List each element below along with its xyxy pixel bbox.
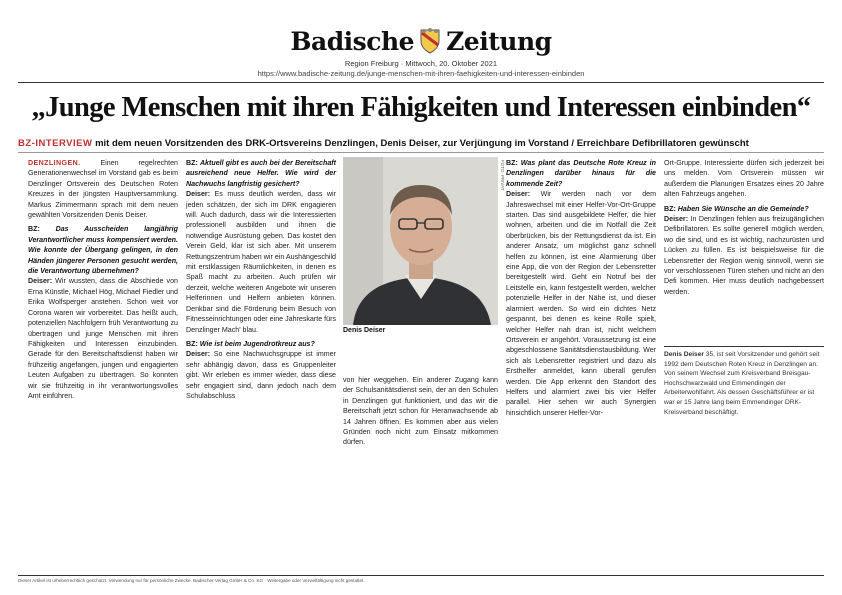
portrait-photo [343, 157, 498, 325]
masthead-name-left: Badische [290, 26, 415, 56]
question: BZ: Was plant das Deutsche Rote Kreuz in Denzlingen darüber hinaus für die kommende Zeit? [506, 159, 656, 188]
footer-notice: Dieser Artikel ist urheberrechtlich geschützt. Verwendung nur für persönliche Zwecke. Badischer Verlag GmbH & Co. KG · Weitergabe oder Vervielfältigung nicht gestattet. [18, 578, 365, 583]
footer-rule [18, 575, 824, 576]
dateline: DENZLINGEN. [28, 159, 81, 167]
masthead-name-right: Zeitung [446, 26, 552, 56]
column-3 [343, 375, 498, 448]
portrait-image [343, 157, 498, 325]
answer: Deiser: So eine Nachwuchsgruppe ist immer sehr abhängig davon, dass es Gruppenleiter gibt. Wir erleben es immer wieder, dass diese sehr engagiert sind, dann jedoch nach dem Schulabschluss [186, 350, 336, 400]
bio-name: Denis Deiser [664, 351, 704, 358]
answer-text: In Denzlingen fehlen aus freizugänglichen Defibrillatoren. Es sollte generell möglich werden, wo die sind, und es ist wichtig, nachzurüsten und Lücken zu füllen. Es ist beispielsweise für die Lebensretter der Region wenig sinnvoll, wenn sie vor verschlossenen Türen stehen und nicht an den Defi kommen. Hier muss deutlich nachgebessert werden. [664, 215, 824, 296]
answer-text: Wir wussten, dass die Abschiede von Erna Künstle, Michael Hög, Michael Fiedler und Erika Wolfsperger anstehen. Schon weit vor Corona waren wir vorbereitet. Das heißt auch, potenziellen Nachfolgern früh Verantwortung zu übertragen und junge Menschen mit ihren Fähigkeiten und Interessen einzubinden. Gerade für den Bereitschaftsdienst haben wir frühzeitig angefangen, jungen und engagierten Leuten Aufgaben zu übertragen. So konnten wir sie frühzeitig in ihr verantwortungsvolles Amt einführen. [28, 277, 178, 400]
answer-text: So eine Nachwuchsgruppe ist immer sehr abhängig davon, dass es Gruppenleiter gibt. Wir erleben es immer wieder, dass diese sehr engagiert sind, dann jedoch nach dem Schulabschluss [186, 350, 336, 400]
column-5 [664, 158, 824, 297]
question: BZ: Aktuell gibt es auch bei der Bereitschaft ausreichend neue Helfer. Wie wird der Nachwuchs langfristig gesichert? [186, 159, 336, 188]
answer-text: Es muss deutlich werden, dass wir jeden schätzen, der sich im DRK engagieren will. Auch dadurch, dass wir die Interessierten professionell ausbilden und ihnen die notwendige Ausrüstung geben. Das kostet den Verein Geld, klar ist sich aber. Mit unserem Rettungszentrum haben wir ein Aushängeschild mit erstklassigen Räumlichkeiten, in denen es Spaß macht zu arbeiten. Auch prüfen wir derzeit, welche weiteren Angebote wir unseren Helferinnen und Helfern anbieten können. Denkbar sind die Förderung beim Besuch von Fitnesseinrichtungen oder eine Jahreskarte fürs Denzlinger Mach' blau. [186, 190, 336, 334]
answer: Deiser: Wir wussten, dass die Abschiede von Erna Künstle, Michael Hög, Michael Fiedler und Erika Wolfsperger anstehen. Schon weit vor Corona waren wir vorbereitet. Das heißt auch, potenziellen Nachfolgern früh Verantwortung zu übertragen und junge Menschen mit ihren Fähigkeiten und Interessen einzubinden. Gerade für den Bereitschaftsdienst haben wir frühzeitig angefangen, jungen und engagierten Leuten Aufgaben zu übertragen. So konnten wir sie frühzeitig in ihr verantwortungsvolles Amt einführen. [28, 277, 178, 400]
intro-paragraph [28, 158, 178, 220]
question: BZ: Wie ist beim Jugendrotkreuz aus? [186, 339, 315, 348]
answer-text: Wir werden nach vor dem Jahreswechsel mit einer Helfer-Vor-Ort-Gruppe starten. Das sind ausgebildete Helfer, die hier wohnen, arbeiten und die im Notfall die Zeit überbrücken, bis der Rettungsdienst da ist. Ein anderer Ansatz, um möglichst ganz schnell helfen zu können, ist eine Alarmierung über eine App, die von der Region der Lebensretter bereitgestellt wird. Geht ein Notruf bei der Leitstelle ein, kann festgestellt werden, welcher potenzielle Helfer in der Nähe ist, und dieser alarmiert werden. So wird ein dichtes Netz gespannt, bei denen es keine Rolle spielt, welcher Helfer nah dran ist, nicht welchem Ortsverein er angehört. Voraussetzung ist eine abgeschlossene Sanitätsdienstausbildung. Wer sich als Lebensretter registriert und dazu als Ersthelfer anmeldet, kann überall gerufen werden. Die App erkennt den Standort des Helfers und alarmiert zwei bis vier Helfer parallel. Hier sehen wir auch Synergien hinsichtlich unserer Helfer-Vor- [506, 190, 656, 417]
column-1 [28, 158, 178, 401]
question-text: Was plant das Deutsche Rote Kreuz in Denzlingen darüber hinaus für die kommende Zeit? [506, 159, 656, 188]
crest-icon [418, 28, 442, 54]
question-text: Haben Sie Wünsche an die Gemeinde? [677, 204, 809, 213]
answer-continuation: Ort-Gruppe. Interessierte dürfen sich jederzeit bei uns melden. Vom Ortsverein müssen wir außerdem die Planungen Ersatzes eines 20 Jahre alten Fahrzeugs angehen. [664, 159, 824, 199]
answer-continuation: von hier weggehen. Ein anderer Zugang kann der Schulsanitätsdienst sein, der an den Schulen in Denzlingen gut funktioniert, und das wir die Bereitschaft jetzt schon für Heranwachsende ab 14 Jahren öffnen. Es kommen aber aus vielen Gründen noch nicht zum Einsatz mitkommen dürfen. [343, 376, 498, 447]
question: BZ: Das Ausscheiden langjährig Verantwortlicher muss kompensiert werden. Wie konnte der Übergang gelingen, in den Händen jüngerer Personen gesucht werden, die Verantwortung übernehmen? [28, 225, 178, 276]
bio-text: 35, ist seit Vorsitzender und gehört seit 1992 dem Deutschen Roten Kreuz in Denzlingen an. Von seinem Wechsel zum Kreisverband Breisgau-Hochschwarzwald und Emmendingen der Arbeiterwohlfahrt. Als dessen Geschäftsführer er ist war er 15 Jahre lang beim Emmendinger DRK-Kreisverband beschäftigt. [664, 351, 820, 416]
header-rule [18, 82, 824, 83]
question: BZ: Haben Sie Wünsche an die Gemeinde? [664, 204, 809, 213]
subhead-text: mit dem neuen Vorsitzenden des DRK-Ortsvereins Denzlingen, Denis Deiser, zur Verjüngung im Vorstand / Erreichbare Defibrillatoren gewünscht [95, 138, 749, 149]
answer: Deiser: Wir werden nach vor dem Jahreswechsel mit einer Helfer-Vor-Ort-Gruppe starten. Das sind ausgebildete Helfer, die hier wohnen, arbeiten und die im Notfall die Zeit überbrücken, bis der Rettungsdienst da ist. Ein anderer Ansatz, um möglichst ganz schnell helfen zu können, ist eine Alarmierung über eine App, die von der Region der Lebensretter bereitgestellt wird. Geht ein Notruf bei der Leitstelle ein, kann festgestellt werden, welcher potenzielle Helfer in der Nähe ist, und dieser alarmiert werden. So wird ein dichtes Netz gespannt, bei denen es keine Rolle spielt, welcher Helfer nah dran ist, nicht welchem Ortsverein er angehört. Voraussetzung ist eine abgeschlossene Sanitätsdienstausbildung. Wer sich als Lebensretter registriert und dazu als Ersthelfer anmeldet, kann überall gerufen werden. Die App erkennt den Standort des Helfers und alarmiert zwei bis vier Helfer parallel. Hier sehen wir auch Synergien hinsichtlich unserer Helfer-Vor- [506, 190, 656, 417]
subhead [18, 138, 824, 149]
bio-rule [664, 346, 824, 347]
question-text: Wie ist beim Jugendrotkreuz aus? [199, 339, 315, 348]
question-text: Aktuell gibt es auch bei der Bereitschaft ausreichend neue Helfer. Wie wird der Nachwuchs langfristig gesichert? [186, 159, 336, 188]
article-url[interactable]: https://www.badische-zeitung.de/junge-menschen-mit-ihren-faehigkeiten-und-interessen-einbinden [257, 69, 585, 78]
question-text: Das Ausscheiden langjährig Verantwortlicher muss kompensiert werden. Wie konnte der Übergang gelingen, in den Händen jüngerer Personen gesucht werden, die Verantwortung übernehmen? [28, 225, 178, 276]
masthead [0, 28, 842, 54]
author-bio [664, 350, 824, 417]
subhead-rule [18, 152, 824, 153]
answer: Deiser: Es muss deutlich werden, dass wir jeden schätzen, der sich im DRK engagieren will. Auch dadurch, dass wir die Interessierten professionell ausbilden und ihnen die notwendige Ausrüstung geben. Das kostet den Verein Geld, klar ist sich aber. Mit unserem Rettungszentrum haben wir ein Aushängeschild mit erstklassigen Räumlichkeiten, in denen es Spaß macht zu arbeiten. Auch prüfen wir derzeit, welche weiteren Angebote wir unseren Helferinnen und Helfern anbieten können. Denkbar sind die Förderung beim Besuch von Fitnesseinrichtungen oder eine Jahreskarte fürs Denzlinger Mach' blau. [186, 190, 336, 334]
column-4 [506, 158, 656, 418]
photo-credit: FOTO: PRIVAT [500, 160, 505, 191]
photo-caption: Denis Deiser [343, 327, 386, 334]
intro-text: Einen regelrechten Generationenwechsel im Vorstand gab es beim Denzlinger Ortsverein des Deutschen Roten Kreuzes in der jüngsten Hauptversammlung. Markus Zimmermann sprach mit dem neuen gewählten Vorsitzenden Denis Deiser. [28, 159, 178, 220]
headline: „Junge Menschen mit ihren Fähigkeiten und Interessen einbinden“ [31, 92, 811, 123]
edition-line: Region Freiburg · Mittwoch, 20. Oktober 2021 [344, 59, 498, 68]
kicker: BZ-INTERVIEW [18, 138, 93, 149]
answer: Deiser: In Denzlingen fehlen aus freizugänglichen Defibrillatoren. Es sollte generell möglich werden, wo die sind, und es ist wichtig, nachzurüsten und Lücken zu füllen. Es ist beispielsweise für die Lebensretter der Region wenig sinnvoll, wenn sie vor verschlossenen Türen stehen und nicht an den Defi kommen. Hier muss deutlich nachgebessert werden. [664, 215, 824, 296]
column-2 [186, 158, 336, 401]
